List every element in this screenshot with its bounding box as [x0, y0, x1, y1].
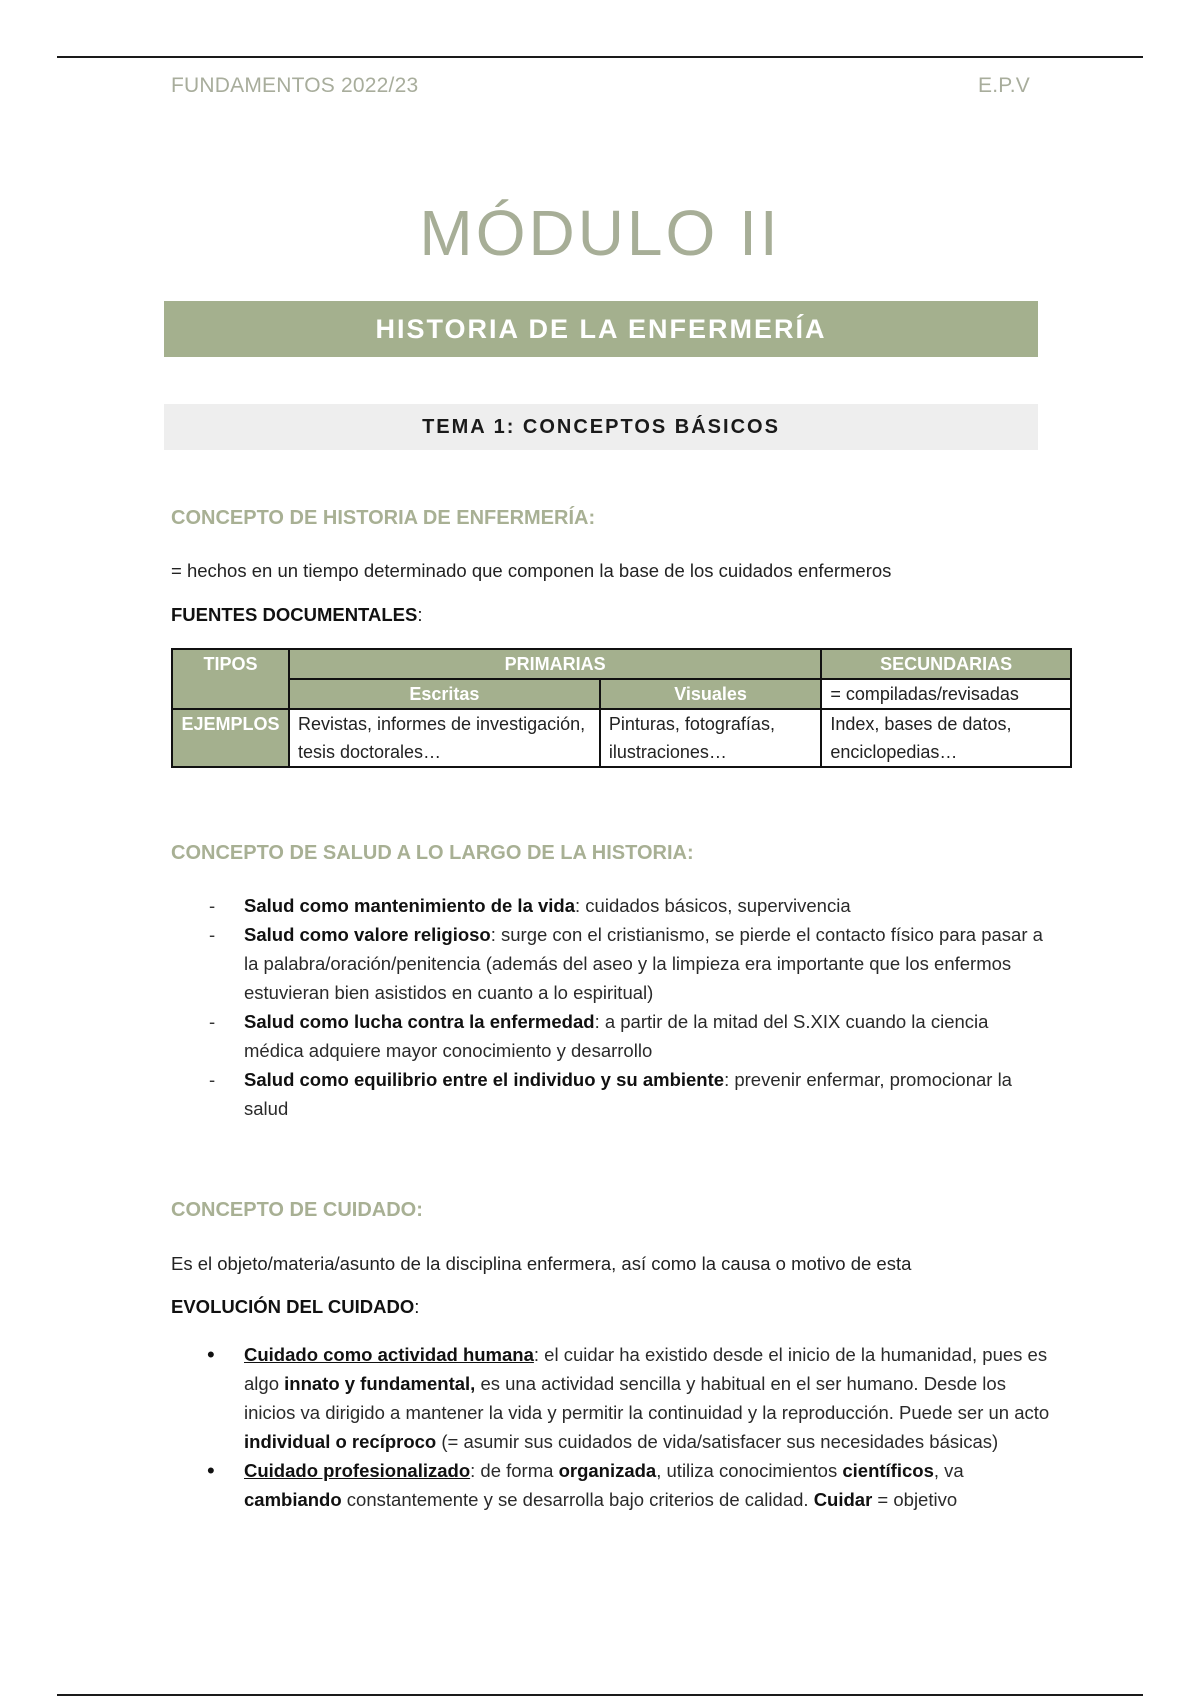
cell-visuales: Visuales	[600, 679, 821, 709]
cell-secundarias-desc: = compiladas/revisadas	[821, 679, 1071, 709]
definition-historia: = hechos en un tiempo determinado que componen la base de los cuidados enfermeros	[171, 560, 892, 581]
list-item: • Cuidado como actividad humana: el cuidar ha existido desde el inicio de la humanidad, pues es algo innato y fundamental, es una actividad sencilla y habitual en el ser humano. Desde los inicios va dirigido a mantener la vida y permitir la continuidad y la reproducción. Puede ser un acto individual o recíproco (= asumir sus cuidados de vida/satisfacer sus necesidades básicas)	[171, 1340, 1051, 1456]
list-item: - Salud como valore religioso: surge con el cristianismo, se pierde el contacto físico para pasar a la palabra/oración/penitencia (además del aseo y la limpieza era importante que los enfermos estuvieran bien asistidos en cuanto a lo espiritual)	[171, 920, 1051, 1007]
cell-ej-escritas: Revistas, informes de investigación, tesis doctorales…	[289, 709, 600, 767]
fuentes-label: FUENTES DOCUMENTALES:	[171, 604, 423, 625]
list-item: - Salud como mantenimiento de la vida: cuidados básicos, supervivencia	[171, 891, 1051, 920]
list-item: - Salud como equilibrio entre el individuo y su ambiente: prevenir enfermar, promocionar la salud	[171, 1065, 1051, 1123]
section-title-salud: CONCEPTO DE SALUD A LO LARGO DE LA HISTORIA:	[171, 842, 694, 864]
cell-ej-secundarias: Index, bases de datos, enciclopedias…	[821, 709, 1071, 767]
cell-tipos: TIPOS	[172, 649, 289, 709]
evolucion-label: EVOLUCIÓN DEL CUIDADO:	[171, 1296, 420, 1317]
cell-escritas: Escritas	[289, 679, 600, 709]
list-item: • Cuidado profesionalizado: de forma organizada, utiliza conocimientos científicos, va cambiando constantemente y se desarrolla bajo criterios de calidad. Cuidar = objetivo	[171, 1456, 1051, 1514]
tema-title: TEMA 1: CONCEPTOS BÁSICOS	[164, 404, 1038, 450]
definition-cuidado: Es el objeto/materia/asunto de la disciplina enfermera, así como la causa o motivo de esta	[171, 1253, 912, 1274]
salud-list	[171, 891, 1051, 1123]
fuentes-table	[171, 648, 1072, 768]
cell-primarias: PRIMARIAS	[289, 649, 821, 679]
cell-ej-visuales: Pinturas, fotografías, ilustraciones…	[600, 709, 821, 767]
header-author: E.P.V	[978, 74, 1030, 97]
section-title-cuidado: CONCEPTO DE CUIDADO:	[171, 1199, 423, 1221]
module-title: MÓDULO II	[419, 197, 781, 269]
section-title-historia: CONCEPTO DE HISTORIA DE ENFERMERÍA:	[171, 507, 596, 529]
header-course: FUNDAMENTOS 2022/23	[171, 74, 419, 97]
cell-ejemplos: EJEMPLOS	[172, 709, 289, 767]
list-item: - Salud como lucha contra la enfermedad: a partir de la mitad del S.XIX cuando la ciencia médica adquiere mayor conocimiento y desarrollo	[171, 1007, 1051, 1065]
cuidado-list	[171, 1340, 1051, 1514]
top-rule	[57, 56, 1143, 58]
banner-title: HISTORIA DE LA ENFERMERÍA	[164, 301, 1038, 357]
cell-secundarias: SECUNDARIAS	[821, 649, 1071, 679]
bottom-rule	[57, 1694, 1143, 1696]
